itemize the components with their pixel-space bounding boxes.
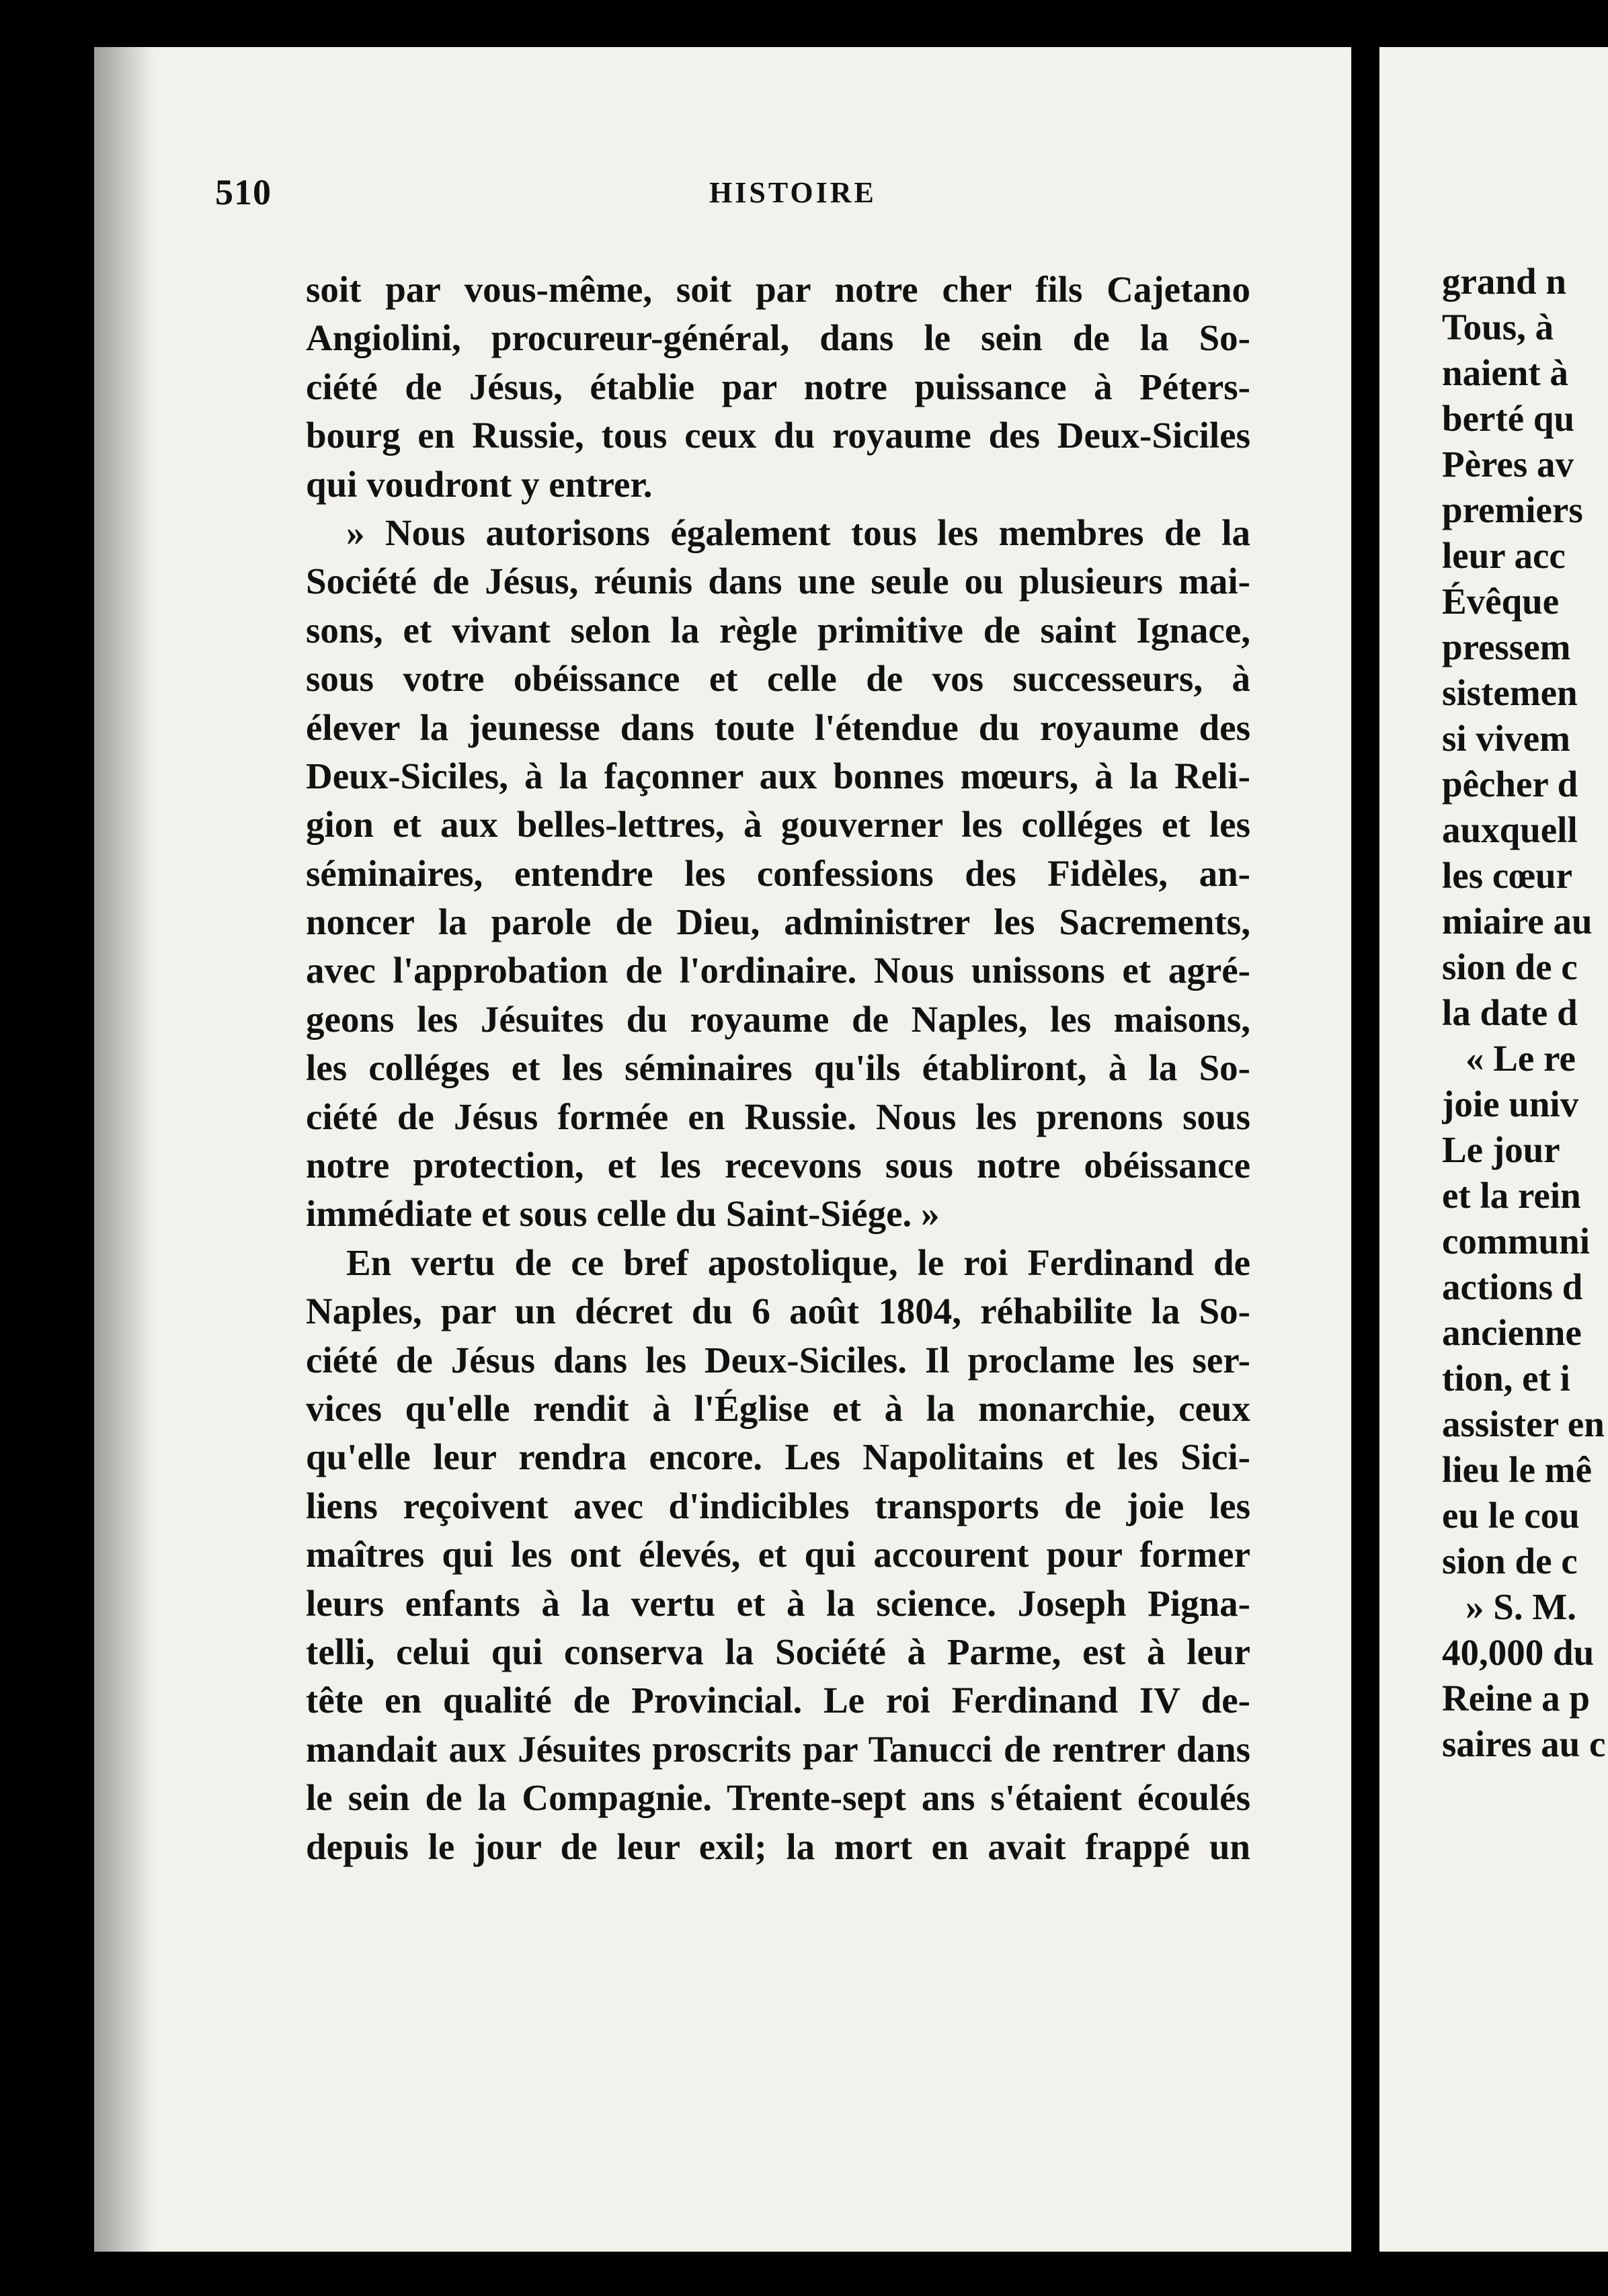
text-line: Société de Jésus, réunis dans une seule ou plusieurs mai- — [306, 561, 1250, 602]
text-line: sous votre obéissance et celle de vos successeurs, à — [306, 658, 1250, 700]
text-line: depuis le jour de leur exil; la mort en avait frappé un — [306, 1826, 1250, 1867]
text-line: geons les Jésuites du royaume de Naples, les maisons, — [306, 998, 1250, 1040]
text-line: avec l'approbation de l'ordinaire. Nous unissons et agré- — [306, 950, 1250, 991]
text-line: bourg en Russie, tous ceux du royaume des Deux-Siciles — [306, 415, 1250, 456]
text-line: mandait aux Jésuites proscrits par Tanucci de rentrer dans — [306, 1728, 1250, 1770]
page-header — [215, 171, 1250, 225]
text-line: berté qu — [1442, 398, 1575, 439]
text-line: eu le cou — [1442, 1495, 1580, 1536]
text-line: ancienne — [1442, 1312, 1582, 1353]
text-line: si vivem — [1442, 718, 1570, 759]
text-line: miaire au — [1442, 901, 1593, 942]
text-line: qu'elle leur rendra encore. Les Napolitains et les Sici- — [306, 1436, 1250, 1478]
text-line: telli, celui qui conserva la Société à Parme, est à leur — [306, 1631, 1250, 1672]
text-line: soit par vous-même, soit par notre cher fils Cajetano — [306, 269, 1250, 310]
text-line: tion, et i — [1442, 1358, 1570, 1399]
text-line: premiers — [1442, 489, 1583, 530]
running-head: HISTOIRE — [709, 176, 877, 209]
page-number: 510 — [215, 172, 272, 212]
text-line: sons, et vivant selon la règle primitive de saint Ignace, — [306, 609, 1250, 651]
text-line: liens reçoivent avec d'indicibles transports de joie les — [306, 1485, 1250, 1526]
text-line: » Nous autorisons également tous les membres de la — [346, 511, 1250, 553]
text-line: sion de c — [1442, 1541, 1578, 1582]
text-line: naient à — [1442, 352, 1568, 393]
text-line: noncer la parole de Dieu, administrer les Sacrements, — [306, 901, 1250, 943]
text-line: Angiolini, procureur-général, dans le sein de la So- — [306, 317, 1250, 359]
text-line: « Le re — [1465, 1038, 1576, 1079]
text-line: Pères av — [1442, 444, 1574, 485]
text-line: immédiate et sous celle du Saint-Siége. » — [306, 1193, 940, 1235]
text-line: pêcher d — [1442, 764, 1578, 805]
text-line: sion de c — [1442, 946, 1578, 987]
text-line: Naples, par un décret du 6 août 1804, réhabilite la So- — [306, 1290, 1250, 1332]
text-line: leurs enfants à la vertu et à la science. Joseph Pigna- — [306, 1582, 1250, 1624]
text-line: 40,000 du — [1442, 1632, 1595, 1673]
text-line: et la rein — [1442, 1175, 1581, 1216]
text-line: le sein de la Compagnie. Trente-sept ans s'étaient écoulés — [306, 1777, 1250, 1819]
text-line: ciété de Jésus dans les Deux-Siciles. Il proclame les ser- — [306, 1339, 1250, 1381]
text-line: les colléges et les séminaires qu'ils établiront, à la So- — [306, 1047, 1250, 1089]
text-line: vices qu'elle rendit à l'Église et à la monarchie, ceux — [306, 1387, 1250, 1429]
text-line: gion et aux belles-lettres, à gouverner les colléges et les — [306, 804, 1250, 846]
text-line: assister en — [1442, 1403, 1605, 1444]
text-line: pressem — [1442, 626, 1571, 667]
text-line: joie univ — [1442, 1083, 1579, 1124]
text-line: ciété de Jésus formée en Russie. Nous les prenons sous — [306, 1096, 1250, 1137]
text-line: grand n — [1442, 261, 1566, 302]
text-line: séminaires, entendre les confessions des Fidèles, an- — [306, 852, 1250, 894]
text-line: notre protection, et les recevons sous notre obéissance — [306, 1145, 1250, 1186]
text-line: Tous, à — [1442, 306, 1554, 347]
text-line: » S. M. — [1465, 1586, 1576, 1627]
text-line: sistemen — [1442, 672, 1578, 713]
text-line: Le jour — [1442, 1129, 1560, 1170]
text-line: communi — [1442, 1221, 1590, 1262]
text-line: Deux-Siciles, à la façonner aux bonnes mœurs, à la Reli- — [306, 755, 1250, 796]
text-line: actions d — [1442, 1266, 1583, 1307]
text-line: saires au c — [1442, 1723, 1606, 1764]
text-line: les cœur — [1442, 855, 1572, 896]
text-line: ciété de Jésus, établie par notre puissance à Péters- — [306, 366, 1250, 407]
text-line: Reine a p — [1442, 1678, 1590, 1719]
text-line: auxquell — [1442, 809, 1578, 850]
text-line: En vertu de ce bref apostolique, le roi Ferdinand de — [346, 1241, 1250, 1283]
text-line: tête en qualité de Provincial. Le roi Ferdinand IV de- — [306, 1680, 1250, 1721]
text-line: élever la jeunesse dans toute l'étendue du royaume des — [306, 706, 1250, 748]
text-line: Évêque — [1442, 581, 1560, 622]
right-page-text — [1442, 259, 1608, 1767]
text-line: leur acc — [1442, 535, 1566, 576]
left-page-text — [306, 265, 1250, 1871]
text-line: maîtres qui les ont élevés, et qui accourent pour former — [306, 1534, 1250, 1575]
text-line: lieu le mê — [1442, 1449, 1592, 1490]
text-line: la date d — [1442, 992, 1578, 1033]
text-line: qui voudront y entrer. — [306, 463, 653, 505]
